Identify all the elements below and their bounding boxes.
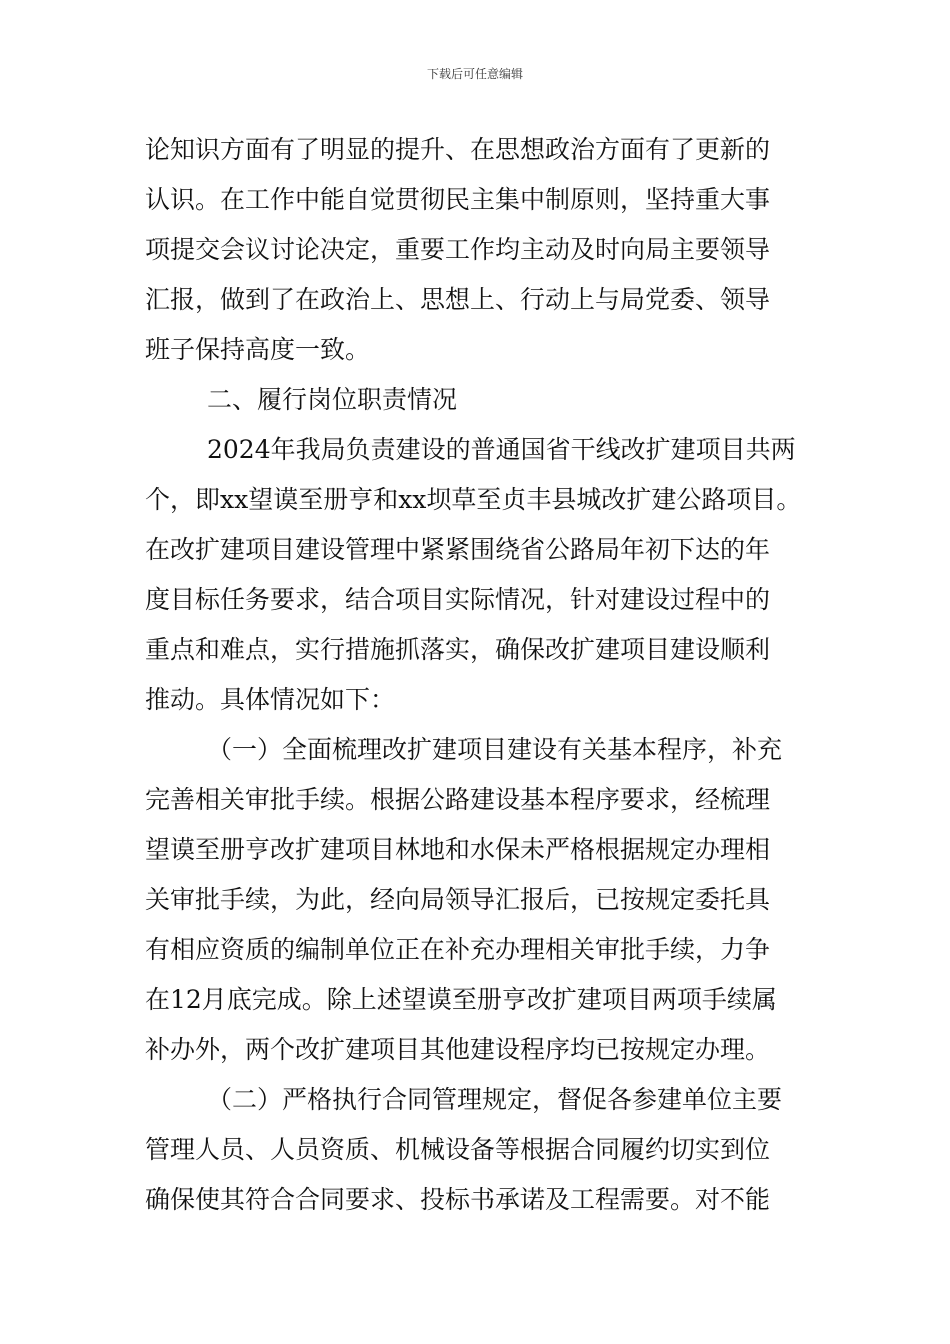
text-line: 在改扩建项目建设管理中紧紧围绕省公路局年初下达的年 [145,535,771,564]
text-line: 重点和难点，实行措施抓落实，确保改扩建项目建设顺利 [145,635,771,664]
text-line: 补办外，两个改扩建项目其他建设程序均已按规定办理。 [145,1035,771,1064]
text-line: 有相应资质的编制单位正在补充办理相关审批手续，力争 [145,935,771,964]
text-line: 推动。具体情况如下： [145,685,396,714]
text-line: 班子保持高度一致。 [145,335,371,364]
text-line: 二、履行岗位职责情况 [207,385,458,414]
text-line: 个，即xx望谟至册亨和xx坝草至贞丰县城改扩建公路项目。 [145,485,802,514]
text-line: 管理人员、人员资质、机械设备等根据合同履约切实到位 [145,1135,771,1164]
text-line: 认识。在工作中能自觉贯彻民主集中制原则，坚持重大事 [145,185,771,214]
text-line: 汇报，做到了在政治上、思想上、行动上与局党委、领导 [145,285,771,314]
text-line: 关审批手续，为此，经向局领导汇报后，已按规定委托具 [145,885,771,914]
text-line: 完善相关审批手续。根据公路建设基本程序要求，经梳理 [145,785,771,814]
text-line: 项提交会议讨论决定，重要工作均主动及时向局主要领导 [145,235,771,264]
text-line: 2024年我局负责建设的普通国省干线改扩建项目共两 [207,435,796,464]
text-line: 确保使其符合合同要求、投标书承诺及工程需要。对不能 [145,1185,771,1214]
text-line: （二）严格执行合同管理规定，督促各参建单位主要 [207,1085,783,1114]
text-line: 望谟至册亨改扩建项目林地和水保未严格根据规定办理相 [145,835,771,864]
page-header: 下载后可任意编辑 [426,67,523,81]
text-line: （一）全面梳理改扩建项目建设有关基本程序，补充 [207,735,783,764]
document-body [145,125,815,1225]
text-line: 在12月底完成。除上述望谟至册亨改扩建项目两项手续属 [145,985,777,1014]
text-line: 度目标任务要求，结合项目实际情况，针对建设过程中的 [145,585,771,614]
text-line: 论知识方面有了明显的提升、在思想政治方面有了更新的 [145,135,771,164]
